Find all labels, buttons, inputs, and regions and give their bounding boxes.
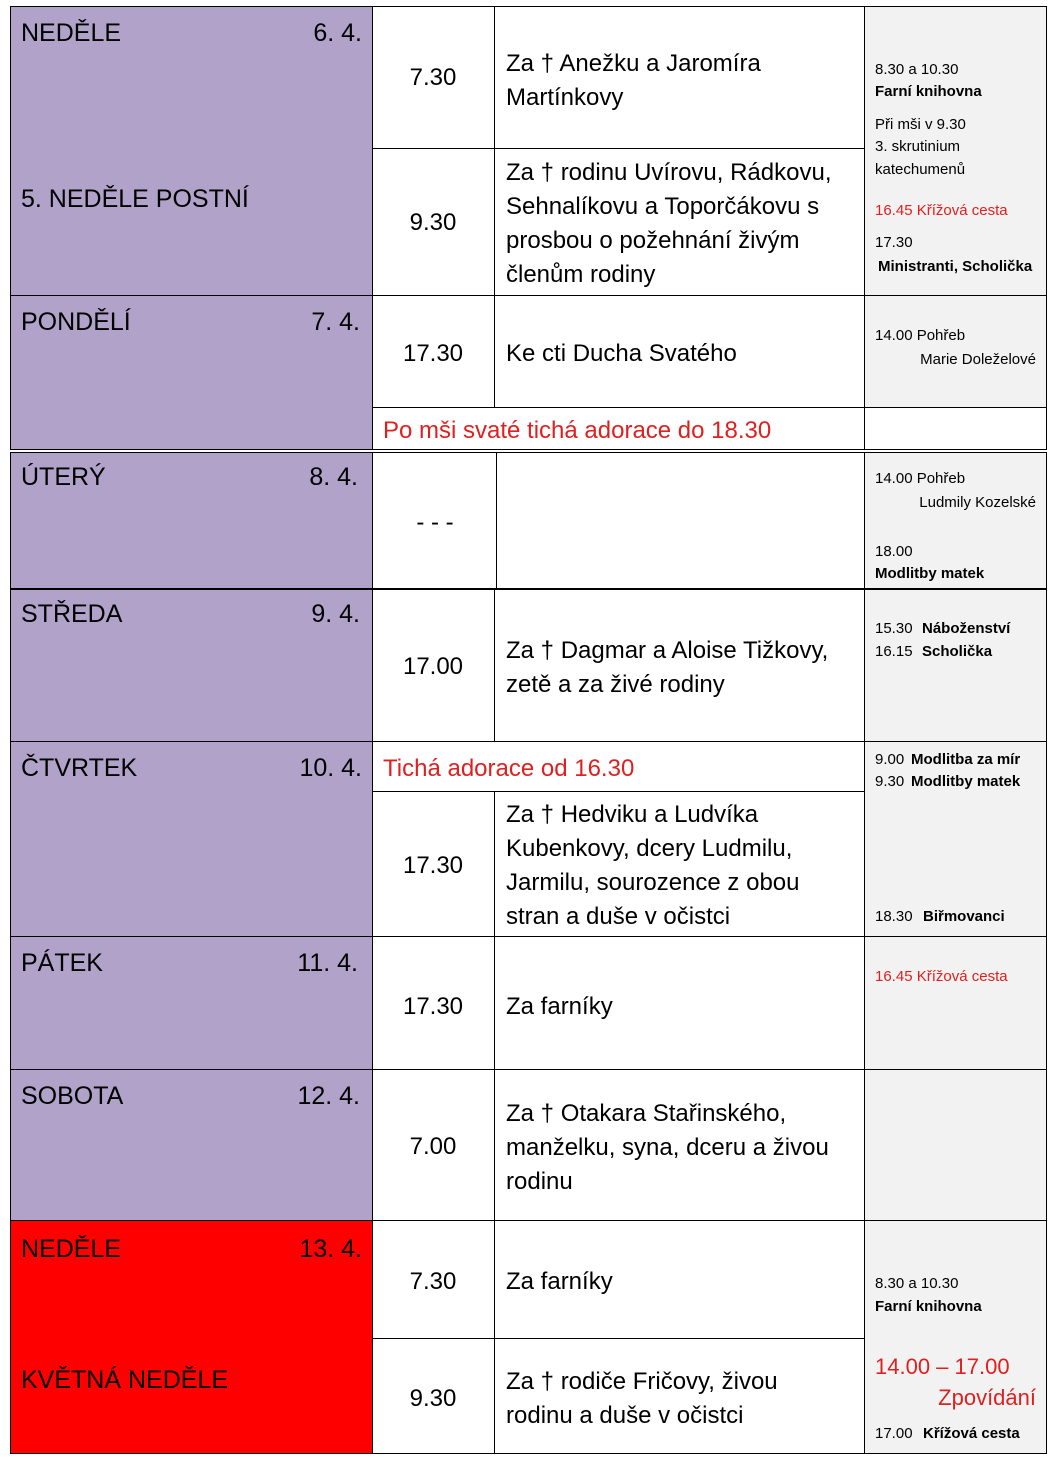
- day-date: 8. 4.: [309, 463, 358, 491]
- note-line: 17.30: [875, 234, 913, 251]
- notes-cell: [864, 452, 1047, 589]
- notes-cell: [864, 936, 1047, 1070]
- notes-cell-empty: [864, 407, 1047, 450]
- day-date: 13. 4.: [299, 1235, 362, 1263]
- mass-time-cell: [372, 6, 495, 149]
- day-date: 11. 4.: [297, 949, 358, 977]
- mass-intention: Ke cti Ducha Svatého: [506, 340, 737, 367]
- mass-time-cell: [372, 148, 495, 296]
- mass-time-cell: [372, 452, 497, 589]
- mass-time: 17.30: [402, 340, 464, 367]
- notes-cell: [864, 741, 1047, 937]
- intention-cell: [494, 1220, 865, 1339]
- notes-cell: [864, 1220, 1047, 1454]
- mass-time-cell: [372, 791, 495, 937]
- mass-time-cell: [372, 1338, 495, 1454]
- day-subtitle: KVĚTNÁ NEDĚLE: [21, 1366, 229, 1394]
- note-line: 8.30 a 10.30: [875, 1275, 959, 1292]
- note-line: Farní knihovna: [875, 1298, 982, 1315]
- intention-cell: [494, 1069, 865, 1221]
- note-line: Při mši v 9.30: [875, 116, 966, 133]
- mass-time-cell: [372, 1069, 495, 1221]
- note-line: Náboženství: [922, 620, 1011, 637]
- mass-time: 7.30: [409, 64, 457, 91]
- note-line: 14.00 Pohřeb: [875, 327, 966, 344]
- day-cell-palm-sunday: [10, 1220, 373, 1454]
- mass-time: 7.30: [409, 1268, 457, 1295]
- mass-intention: Za † Anežku a Jaromíra Martínkovy: [506, 50, 761, 111]
- adoration-cell: [372, 407, 865, 450]
- adoration-cell: [372, 741, 865, 792]
- note-line: Ludmily Kozelské: [919, 494, 1036, 511]
- note-line: 9.00: [875, 751, 905, 768]
- day-name: NEDĚLE: [21, 1235, 122, 1263]
- intention-cell: [494, 589, 865, 742]
- mass-intention: Za † Otakara Stařinského, manželku, syna, dceru a živou rodinu: [506, 1100, 829, 1195]
- notes-cell: [864, 1069, 1047, 1221]
- day-date: 10. 4.: [299, 754, 362, 782]
- notes-cell: [864, 295, 1047, 408]
- note-line: 18.00: [875, 543, 913, 560]
- note-line: 16.15: [875, 643, 913, 660]
- mass-time: - - -: [416, 509, 454, 536]
- note-line: 8.30 a 10.30: [875, 61, 959, 78]
- mass-intention: Za † rodinu Uvírovu, Rádkovu, Sehnalíkovu a Toporčákovu s prosbou o požehnání živým členům rodiny: [506, 159, 832, 288]
- intention-cell: [494, 148, 865, 296]
- note-line: 9.30: [875, 773, 905, 790]
- mass-intention: Za † Dagmar a Aloise Tižkovy, zetě a za živé rodiny: [506, 637, 829, 698]
- note-line: katechumenů: [875, 161, 966, 178]
- mass-intention: Za farníky: [506, 993, 613, 1020]
- day-cell-monday: [10, 295, 373, 450]
- day-date: 6. 4.: [313, 19, 362, 47]
- day-cell-wednesday: [10, 589, 373, 742]
- note-line: Scholička: [922, 643, 993, 660]
- mass-time-cell: [372, 295, 495, 408]
- note-line: Zpovídání: [938, 1385, 1036, 1410]
- mass-intention: Za † rodiče Fričovy, živou rodinu a duše v očistci: [506, 1368, 778, 1429]
- mass-intention: Za † Hedviku a Ludvíka Kubenkovy, dcery Ludmilu, Jarmilu, sourozence z obou stran a duše v očistci: [506, 801, 800, 930]
- day-name: STŘEDA: [21, 600, 123, 628]
- note-line: 14.00 Pohřeb: [875, 470, 966, 487]
- intention-cell: [494, 791, 865, 937]
- adoration-note: Tichá adorace od 16.30: [383, 755, 635, 782]
- mass-time-cell: [372, 589, 495, 742]
- mass-time: 17.00: [402, 653, 464, 680]
- note-line: 16.45 Křížová cesta: [875, 968, 1008, 985]
- day-cell-tuesday: [10, 452, 373, 589]
- mass-time-cell: [372, 936, 495, 1070]
- note-line: Modlitba za mír: [911, 751, 1021, 768]
- day-cell-thursday: [10, 741, 373, 937]
- day-name: ČTVRTEK: [21, 754, 138, 782]
- day-name: PÁTEK: [21, 949, 103, 977]
- mass-time: 9.30: [409, 1385, 457, 1412]
- day-date: 12. 4.: [297, 1082, 360, 1110]
- note-line: 18.30: [875, 908, 913, 925]
- intention-cell: [494, 1338, 865, 1454]
- note-line: 15.30: [875, 620, 913, 637]
- note-line: 14.00 – 17.00: [875, 1354, 1010, 1379]
- day-name: ÚTERÝ: [21, 463, 106, 491]
- note-line: 3. skrutinium: [875, 138, 961, 155]
- day-name: SOBOTA: [21, 1082, 124, 1110]
- note-line: Biřmovanci: [923, 908, 1005, 925]
- note-line: Farní knihovna: [875, 83, 982, 100]
- day-cell-sunday-6-4: [10, 6, 373, 296]
- mass-time-cell: [372, 1220, 495, 1339]
- note-line: Modlitby matek: [875, 565, 985, 582]
- intention-cell: [494, 936, 865, 1070]
- note-line: Marie Doleželové: [920, 351, 1036, 368]
- intention-cell: [496, 452, 865, 589]
- note-line: Křížová cesta: [923, 1425, 1020, 1442]
- mass-time: 7.00: [409, 1133, 457, 1160]
- note-line: Ministranti, Scholička: [878, 258, 1033, 275]
- mass-time: 9.30: [409, 209, 457, 236]
- day-subtitle: 5. NEDĚLE POSTNÍ: [21, 185, 249, 213]
- note-line: Modlitby matek: [911, 773, 1021, 790]
- day-date: 9. 4.: [311, 600, 360, 628]
- day-name: NEDĚLE: [21, 19, 122, 47]
- mass-time: 17.30: [402, 852, 464, 879]
- day-date: 7. 4.: [311, 308, 360, 336]
- notes-cell: [864, 6, 1047, 296]
- intention-cell: [494, 6, 865, 149]
- note-line: 17.00: [875, 1425, 913, 1442]
- notes-cell: [864, 589, 1047, 742]
- day-name: PONDĚLÍ: [21, 308, 131, 336]
- intention-cell: [494, 295, 865, 408]
- day-cell-saturday: [10, 1069, 373, 1221]
- mass-time: 17.30: [402, 993, 464, 1020]
- day-cell-friday: [10, 936, 373, 1070]
- adoration-note: Po mši svaté tichá adorace do 18.30: [383, 417, 772, 444]
- note-line: 16.45 Křížová cesta: [875, 202, 1008, 219]
- mass-intention: Za farníky: [506, 1268, 613, 1295]
